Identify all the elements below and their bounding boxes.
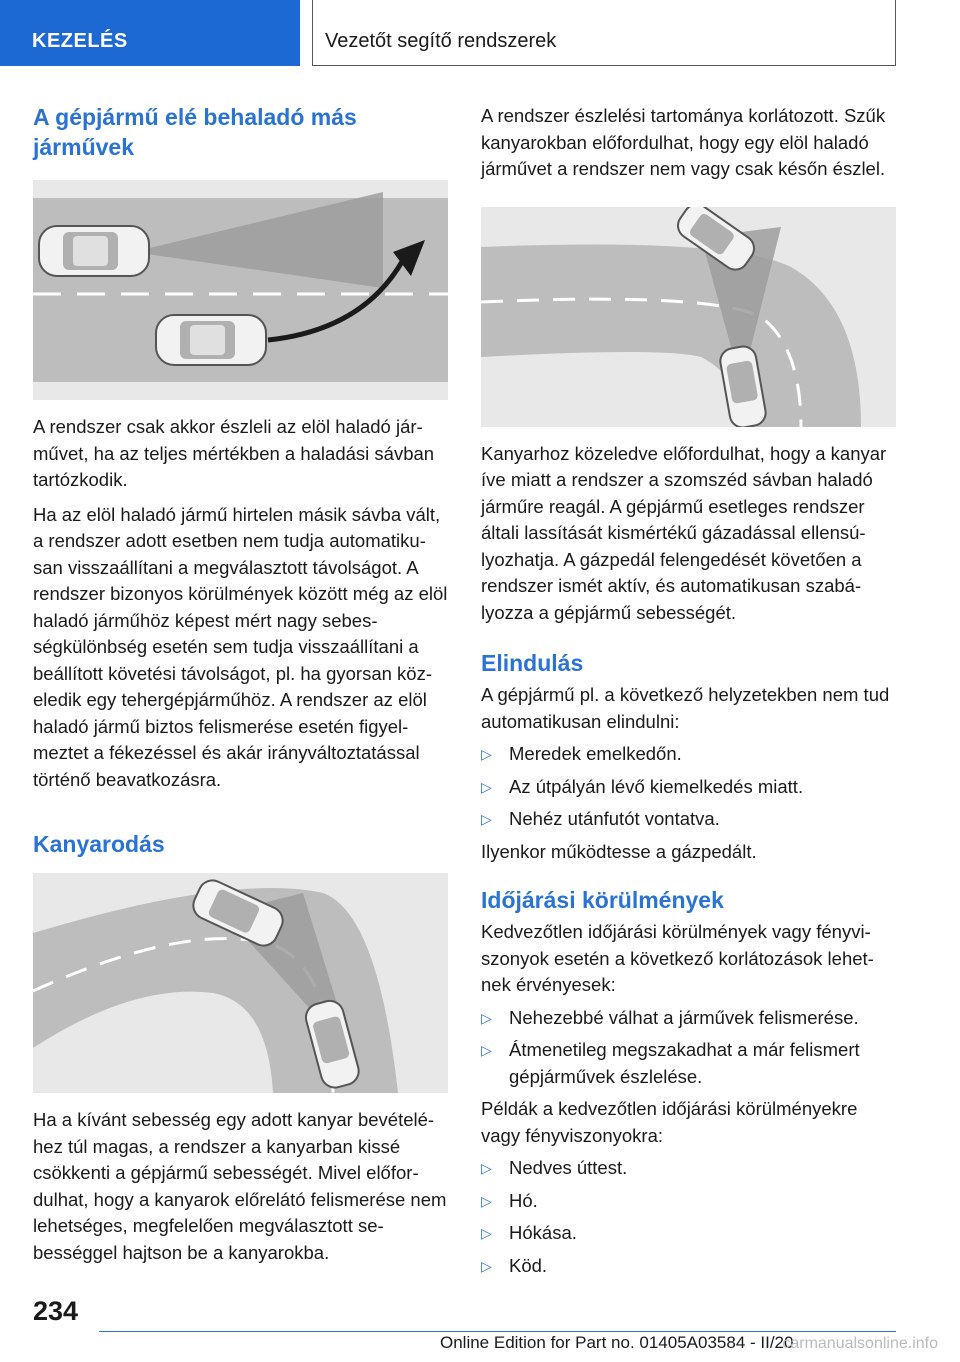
paragraph: A rendszer észlelési tartománya korlátozott. Szűk kanyarokban előfordulhat, hogy egy elöl haladó járművet a rendszer nem vagy csak későn észlel. bbox=[481, 105, 886, 179]
bullet-list bbox=[481, 1155, 896, 1279]
triangle-bullet-icon: ▷ bbox=[481, 811, 492, 827]
list-item: ▷ Meredek emelkedőn. bbox=[481, 741, 896, 768]
car-own bbox=[156, 315, 266, 365]
left-column bbox=[33, 100, 448, 1266]
triangle-bullet-icon: ▷ bbox=[481, 1192, 492, 1209]
figure-tight-curve bbox=[481, 207, 896, 427]
watermark: carmanualsonline.info bbox=[782, 1335, 938, 1352]
paragraph: A gépjármű pl. a következő helyzetekben nem tud automatikusan elindulni: bbox=[481, 684, 890, 732]
bullet-list bbox=[481, 1005, 896, 1091]
paragraph: Ha az elöl haladó jármű hirtelen másik sávba vált, a rendszer adott esetben nem tudja automatikusan visszaállítani a megválasztott távolságot. A rendszer bizonyos körülmények között még az elöl haladó járműhöz képest mért nagy sebességkülönbség esetén sem tudja visszaállítani a beállított követési távolságot, pl. ha gyorsan közeledik egy tehergépjárműhöz. A rendszer az elöl haladó jármű biztos felismerése esetén figyelmeztet a fékezéssel és akár irányváltoztatással történő beavatkozásra. bbox=[33, 503, 448, 790]
heading-starting: Elindulás bbox=[481, 650, 584, 676]
paragraph: Kanyarhoz közeledve előfordulhat, hogy a kanyar íve miatt a rendszer a szomszéd sávban haladó járműre reagál. A gépjármű esetleges rendszer általi lassítását kismértékű gázadással ellensúlyozhatja. A gázpedál felengedését követően a rendszer ismét aktív, és automatikusan szabályozza a gépjármű sebességét. bbox=[481, 442, 887, 623]
footer-divider bbox=[99, 1331, 896, 1332]
triangle-bullet-icon: ▷ bbox=[481, 1257, 492, 1274]
bullet-list bbox=[481, 741, 896, 833]
page-header bbox=[0, 0, 960, 66]
triangle-bullet-icon: ▷ bbox=[481, 746, 492, 762]
list-item: ▷ Átmenetileg megszakadhat a már felismert gépjárművek észlelése. bbox=[481, 1039, 860, 1087]
list-item: ▷ Nehéz utánfutót vontatva. bbox=[481, 806, 896, 833]
list-item: ▷ Köd. bbox=[481, 1253, 896, 1280]
section-title: KEZELÉS bbox=[0, 0, 300, 66]
list-item: ▷ Hó. bbox=[481, 1188, 896, 1215]
car-front bbox=[39, 226, 149, 276]
paragraph: Kedvezőtlen időjárási körülmények vagy fényviszonyok esetén a következő korlátozások lehetnek érvényesek: bbox=[481, 921, 874, 995]
paragraph: Ilyenkor működtesse a gázpedált. bbox=[481, 840, 757, 862]
triangle-bullet-icon: ▷ bbox=[481, 1042, 492, 1058]
paragraph: A rendszer csak akkor észleli az elöl haladó járművet, ha az teljes mértékben a haladási sávban tartózkodik. bbox=[33, 416, 435, 490]
figure-lane-change bbox=[33, 180, 448, 400]
page-number: 234 bbox=[33, 1296, 79, 1326]
triangle-bullet-icon: ▷ bbox=[481, 1009, 492, 1026]
triangle-bullet-icon: ▷ bbox=[481, 1225, 492, 1241]
list-item: ▷ Nehezebbé válhat a járművek felismerése. bbox=[481, 1005, 896, 1032]
right-column bbox=[481, 100, 896, 1279]
list-item: ▷ Az útpályán lévő kiemelkedés miatt. bbox=[481, 774, 896, 801]
list-item: ▷ Nedves úttest. bbox=[481, 1155, 896, 1182]
heading-weather: Időjárási körülmények bbox=[481, 887, 724, 913]
list-item: ▷ Hókása. bbox=[481, 1220, 896, 1247]
triangle-bullet-icon: ▷ bbox=[481, 1160, 492, 1176]
heading-cornering: Kanyarodás bbox=[33, 831, 165, 857]
edition-text: Online Edition for Part no. 01405A03584 - II/20 bbox=[440, 1333, 794, 1352]
heading-cut-in-vehicles: A gépjármű elé behaladó más járművek bbox=[33, 104, 357, 160]
triangle-bullet-icon: ▷ bbox=[481, 778, 492, 795]
topic-title: Vezetőt segítő rendszerek bbox=[312, 0, 896, 66]
paragraph: Példák a kedvezőtlen időjárási körülményekre vagy fényviszonyokra: bbox=[481, 1098, 858, 1146]
paragraph: Ha a kívánt sebesség egy adott kanyar bevételéhez túl magas, a rendszer a kanyarban kissé csökkenti a gépjármű sebességét. Mivel előfordulhat, hogy a kanyarok előrelátó felismerése nem lehetséges, megfelelően megválasztott sebességgel hajtson be a kanyarokba. bbox=[33, 1109, 447, 1263]
figure-curve-slowdown bbox=[33, 873, 448, 1093]
